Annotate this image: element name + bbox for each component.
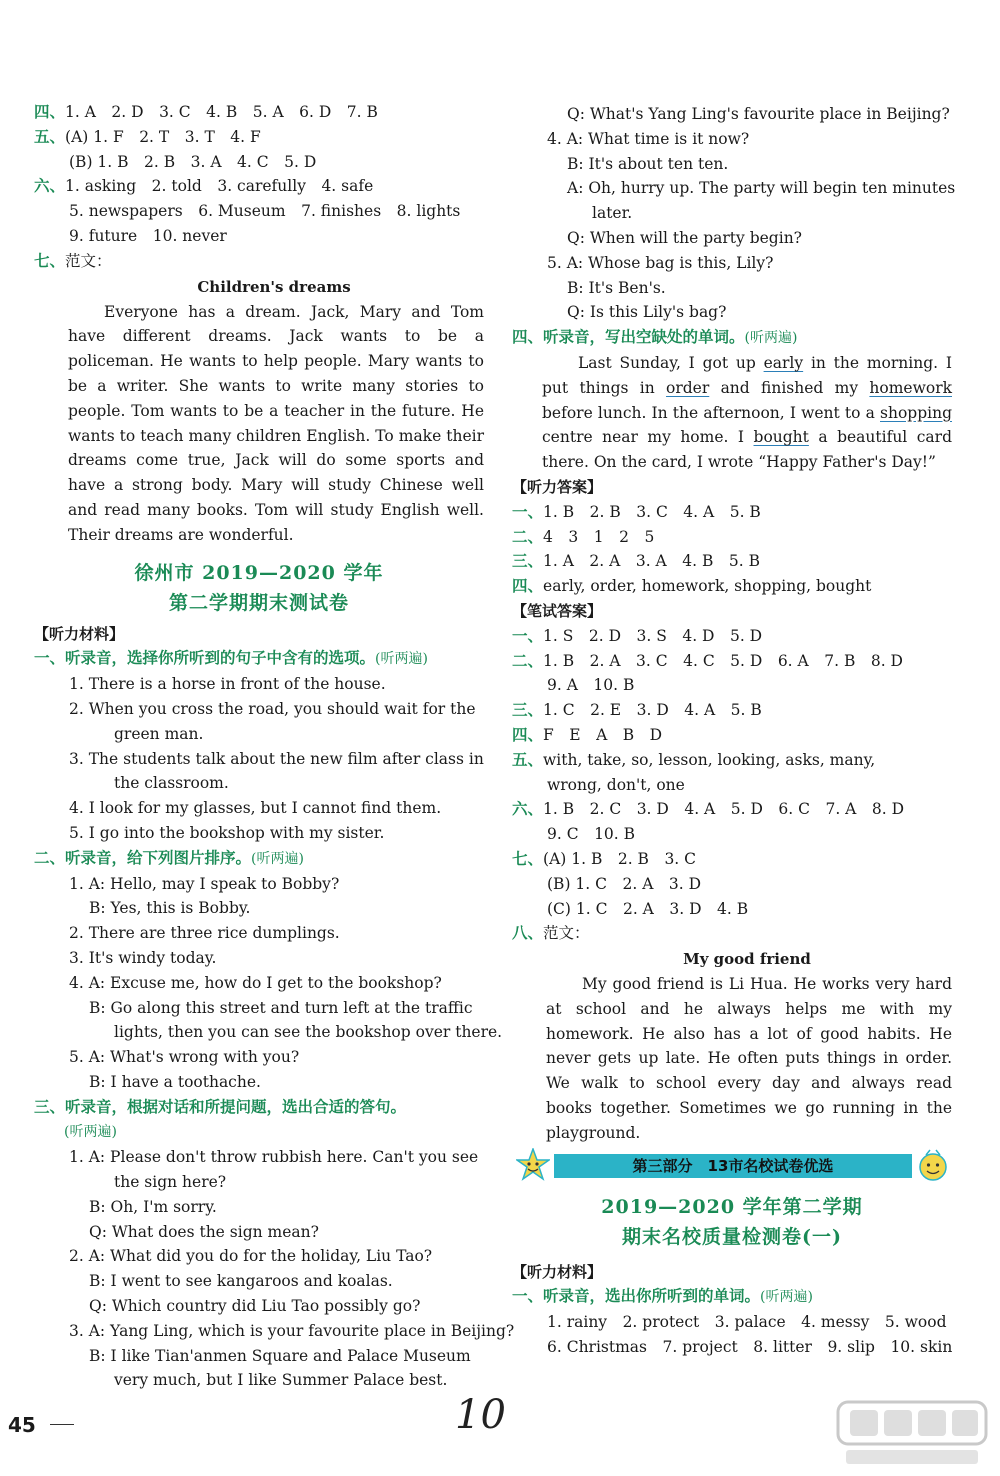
answer-label: 五、 bbox=[512, 749, 544, 769]
answer-label: 一、 bbox=[512, 625, 544, 645]
list-item: Q: Is this Lily's bag? bbox=[567, 303, 727, 322]
answer-line bbox=[34, 125, 484, 150]
list-item: 1. rainy 2. protect 3. palace 4. messy 5. wood bbox=[547, 1313, 947, 1332]
answer-text: 1. B 2. B 3. C 4. A 5. B bbox=[543, 502, 761, 521]
answer-line bbox=[512, 624, 952, 649]
handwritten-number: 10 bbox=[455, 1392, 506, 1438]
answer-label: 七、 bbox=[34, 250, 66, 270]
answer-line bbox=[34, 199, 484, 224]
answer-text: 1. A 2. A 3. A 4. B 5. B bbox=[543, 552, 760, 571]
list-item: Q: What's Yang Ling's favourite place in Beijing? bbox=[567, 105, 950, 123]
q2-items bbox=[34, 872, 503, 1095]
answer-text: wrong, don't, one bbox=[547, 775, 685, 794]
list-item: B: Yes, this is Bobby. bbox=[89, 899, 251, 918]
q3-heading: 三、听录音，根据对话和所提问题，选出合适的答句。 bbox=[34, 1096, 407, 1116]
written-answer-lines bbox=[512, 624, 952, 946]
list-item: B: I went to see kangaroos and koalas. bbox=[89, 1272, 393, 1291]
answer-line bbox=[34, 174, 484, 199]
answer-line bbox=[34, 150, 484, 175]
answer-label: 六、 bbox=[34, 176, 66, 196]
right-column bbox=[512, 102, 956, 1360]
essay2-text: My good friend is Li Hua. He works very hard at school and he always helps me with my homework. He also has a lot of good habits. He never gets up late. He often puts things in order. We walk to school every day and always read books together. Sometimes we go running in the playground. bbox=[546, 975, 952, 1142]
answer-line bbox=[512, 698, 952, 723]
listening-material-heading: 【听力材料】 bbox=[34, 624, 125, 643]
right-top-items bbox=[512, 102, 956, 325]
listening-material-heading-2: 【听力材料】 bbox=[512, 1262, 603, 1281]
list-item: 1. A: Hello, may I speak to Bobby? bbox=[69, 874, 340, 893]
answer-text: 范文： bbox=[65, 251, 112, 270]
list-item: 2. When you cross the road, you should wait for the bbox=[69, 699, 476, 718]
list-item: Q: Which country did Liu Tao possibly go? bbox=[89, 1297, 421, 1316]
answer-line bbox=[34, 224, 484, 249]
listening-answers-heading: 【听力答案】 bbox=[512, 477, 603, 496]
list-item: 1. A: Please don't throw rubbish here. Can't you see bbox=[69, 1148, 479, 1167]
list-item: green man. bbox=[114, 724, 204, 743]
answer-label: 四、 bbox=[512, 724, 544, 744]
answer-text: (B) 1. C 2. A 3. D bbox=[547, 874, 702, 893]
q3-items bbox=[34, 1145, 515, 1393]
answer-line bbox=[512, 797, 952, 822]
q4-heading: 四、听录音，写出空缺处的单词。(听两遍) bbox=[512, 327, 798, 347]
answer-label: 三、 bbox=[512, 700, 544, 720]
list-item: later. bbox=[592, 204, 633, 223]
q4-passage: Last Sunday, I got up early in the morning. I put things in order and finished my homework before lunch. In the afternoon, I went to a shopping centre near my home. I bought a beautiful card there. On the card, I wrote “Happy Father's Day!” bbox=[542, 353, 952, 472]
answer-label: 六、 bbox=[512, 799, 544, 819]
answer-line bbox=[512, 822, 952, 847]
answer-label: 三、 bbox=[512, 551, 544, 571]
answer-line bbox=[512, 649, 952, 674]
list-item: lights, then you can see the bookshop over there. bbox=[114, 1023, 503, 1042]
footer-rule bbox=[50, 1424, 74, 1425]
answer-text: 5. newspapers 6. Museum 7. finishes 8. lights bbox=[69, 202, 461, 221]
list-item: A: Oh, hurry up. The party will begin ten minutes bbox=[567, 179, 956, 198]
answer-line bbox=[512, 748, 952, 773]
q2-heading: 二、听录音，给下列图片排序。(听两遍) bbox=[34, 847, 304, 867]
list-item: the sign here? bbox=[114, 1173, 227, 1192]
essay1-text: Everyone has a dream. Jack, Mary and Tom have different dreams. Jack wants to be a policeman. He wants to help people. Mary wants to be a writer. She wants to write many stories to people. Tom wants to be a teacher in the future. He wants to teach many children English. To make their dreams come true, Jack will do some sports and have a strong body. Mary will study Chinese well and read many books. Tom will study English well. Their dreams are wonderful. bbox=[68, 302, 484, 544]
answer-text: early, order, homework, shopping, bought bbox=[543, 577, 872, 596]
answer-label: 二、 bbox=[512, 650, 544, 670]
answer-text: 4 3 1 2 5 bbox=[543, 527, 655, 546]
answer-text: (A) 1. B 2. B 3. C bbox=[543, 849, 697, 868]
answer-label: 五、 bbox=[34, 126, 66, 146]
list-item: Q: When will the party begin? bbox=[567, 228, 802, 247]
list-item: B: Go along this street and turn left at the traffic bbox=[89, 998, 473, 1017]
listening-answer-lines bbox=[512, 500, 952, 599]
list-item: 2. A: What did you do for the holiday, Liu Tao? bbox=[69, 1247, 433, 1266]
answer-text: with, take, so, lesson, looking, asks, many, bbox=[543, 750, 876, 769]
section-title-3: 2019—2020 学年第二学期 bbox=[601, 1195, 863, 1218]
answer-label: 二、 bbox=[512, 526, 544, 546]
q1-items bbox=[34, 672, 484, 846]
section-title-4: 期末名校质量检测卷(一) bbox=[622, 1225, 842, 1248]
answer-line bbox=[34, 100, 484, 125]
essay2-title: My good friend bbox=[683, 950, 811, 969]
smiley-star-icon bbox=[516, 1148, 550, 1182]
answer-text: 1. B 2. A 3. C 4. C 5. D 6. A 7. B 8. D bbox=[543, 651, 903, 670]
answer-line bbox=[512, 500, 952, 525]
answer-label: 四、 bbox=[512, 576, 544, 596]
left-answer-lines bbox=[34, 100, 484, 274]
list-item: B: I have a toothache. bbox=[89, 1072, 261, 1091]
list-item: 5. A: Whose bag is this, Lily? bbox=[547, 253, 774, 272]
list-item: 4. I look for my glasses, but I cannot find them. bbox=[69, 799, 442, 818]
list-item: B: It's about ten ten. bbox=[567, 154, 729, 173]
answer-text: 1. asking 2. told 3. carefully 4. safe bbox=[65, 177, 374, 196]
answer-line bbox=[512, 773, 952, 798]
list-item: 3. The students talk about the new film after class in bbox=[69, 749, 484, 768]
answer-text: 9. A 10. B bbox=[547, 676, 635, 695]
list-item: 1. There is a horse in front of the house. bbox=[69, 675, 386, 694]
answer-line bbox=[512, 847, 952, 872]
answer-text: 1. B 2. C 3. D 4. A 5. D 6. C 7. A 8. D bbox=[543, 800, 905, 819]
page-number: 45 bbox=[8, 1413, 36, 1437]
list-item: 5. I go into the bookshop with my sister. bbox=[69, 823, 385, 842]
watermark-logo bbox=[832, 1398, 992, 1470]
answer-line bbox=[512, 574, 952, 599]
list-item: B: It's Ben's. bbox=[567, 278, 666, 297]
list-item: 4. A: Excuse me, how do I get to the bookshop? bbox=[69, 973, 442, 992]
answer-label: 四、 bbox=[34, 102, 66, 121]
answer-text: 9. C 10. B bbox=[547, 825, 636, 844]
left-column bbox=[34, 100, 515, 1393]
answer-text: 范文： bbox=[543, 924, 590, 943]
section-title-1: 徐州市 2019—2020 学年 bbox=[134, 561, 384, 584]
answer-line bbox=[512, 525, 952, 550]
answer-text: 1. A 2. D 3. C 4. B 5. A 6. D 7. B bbox=[65, 103, 378, 121]
part-three-banner bbox=[512, 1148, 952, 1186]
answer-line bbox=[512, 872, 952, 897]
answer-label: 一、 bbox=[512, 501, 544, 521]
answer-text: 1. C 2. E 3. D 4. A 5. B bbox=[543, 701, 762, 720]
list-item: 3. A: Yang Ling, which is your favourite place in Beijing? bbox=[69, 1321, 515, 1340]
answer-text: (B) 1. B 2. B 3. A 4. C 5. D bbox=[69, 152, 317, 171]
list-item: very much, but I like Summer Palace best. bbox=[114, 1371, 448, 1390]
list-item: 4. A: What time is it now? bbox=[547, 129, 750, 148]
answer-line bbox=[512, 673, 952, 698]
list-item: B: I like Tian'anmen Square and Palace Museum bbox=[89, 1346, 471, 1365]
list-item: B: Oh, I'm sorry. bbox=[89, 1197, 217, 1216]
q5-items bbox=[512, 1310, 952, 1360]
list-item: 5. A: What's wrong with you? bbox=[69, 1048, 300, 1067]
answer-text: (A) 1. F 2. T 3. T 4. F bbox=[65, 127, 261, 146]
answer-text: (C) 1. C 2. A 3. D 4. B bbox=[547, 899, 749, 918]
answer-line bbox=[512, 921, 952, 946]
list-item: 6. Christmas 7. project 8. litter 9. slip 10. skin bbox=[547, 1338, 953, 1357]
answer-text: 9. future 10. never bbox=[69, 226, 227, 245]
answer-label: 七、 bbox=[512, 848, 544, 868]
q3-note: (听两遍) bbox=[64, 1124, 117, 1141]
smiley-face-icon bbox=[916, 1148, 950, 1182]
written-answers-heading: 【笔试答案】 bbox=[512, 601, 603, 620]
q5-heading: 一、听录音，选出你所听到的单词。(听两遍) bbox=[512, 1286, 813, 1306]
q1-heading: 一、听录音，选择你所听到的句子中含有的选项。(听两遍) bbox=[34, 648, 428, 668]
essay1-title: Children's dreams bbox=[197, 277, 351, 296]
section-title-2: 第二学期期末测试卷 bbox=[168, 591, 349, 614]
list-item: the classroom. bbox=[114, 774, 229, 793]
answer-label: 八、 bbox=[512, 923, 544, 943]
list-item: 3. It's windy today. bbox=[69, 948, 217, 967]
answer-text: F E A B D bbox=[543, 725, 663, 744]
list-item: 2. There are three rice dumplings. bbox=[69, 924, 340, 943]
answer-line bbox=[512, 549, 952, 574]
answer-line bbox=[512, 897, 952, 922]
answer-line bbox=[34, 249, 484, 274]
banner-label: 第三部分 13市名校试卷优选 bbox=[554, 1154, 912, 1178]
answer-line bbox=[512, 723, 952, 748]
list-item: Q: What does the sign mean? bbox=[89, 1222, 319, 1241]
answer-text: 1. S 2. D 3. S 4. D 5. D bbox=[543, 626, 763, 645]
